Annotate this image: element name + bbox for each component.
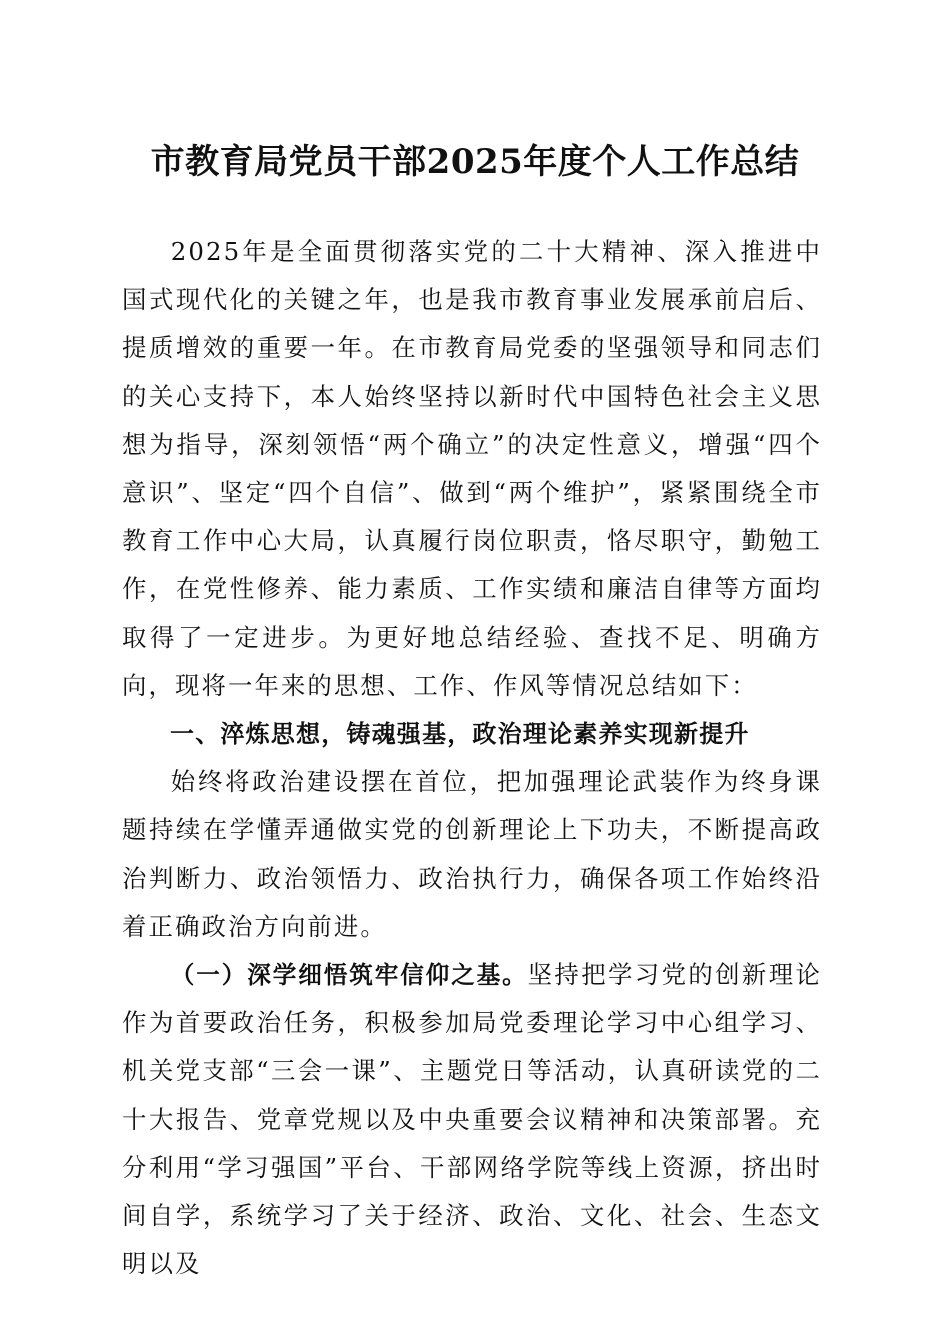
intro-paragraph: 2025年是全面贯彻落实党的二十大精神、深入推进中国式现代化的关键之年，也是我市教育事业发展承前启后、提质增效的重要一年。在市教育局党委的坚强领导和同志们的关心支持下，本人始终坚持以新时代中国特色社会主义思想为指导，深刻领悟“两个确立”的决定性意义，增强“四个意识”、坚定“四个自信”、做到“两个维护”，紧紧围绕全市教育工作中心大局，认真履行岗位职责，恪尽职守，勤勉工作，在党性修养、能力素质、工作实绩和廉洁自律等方面均取得了一定进步。为更好地总结经验、查找不足、明确方向，现将一年来的思想、工作、作风等情况总结如下：: [122, 237, 822, 700]
document-title: 市教育局党员干部2025年度个人工作总结: [150, 142, 800, 182]
document-body: [122, 228, 822, 1288]
subsection-1-paragraph: [122, 951, 822, 1288]
section-1-paragraph: 始终将政治建设摆在首位，把加强理论武装作为终身课题持续在学懂弄通做实党的创新理论上下功夫，不断提高政治判断力、政治领悟力、政治执行力，确保各项工作始终沿着正确政治方向前进。: [122, 767, 822, 941]
section-1-heading: 一、淬炼思想，铸魂强基，政治理论素养实现新提升: [170, 720, 750, 749]
subsection-1-heading: （一）深学细悟筑牢信仰之基。: [170, 961, 528, 990]
subsection-1-text: 坚持把学习党的创新理论作为首要政治任务，积极参加局党委理论学习中心组学习、机关党支部“三会一课”、主题党日等活动，认真研读党的二十大报告、党章党规以及中央重要会议精神和决策部署。充分利用“学习强国”平台、干部网络学院等线上资源，挤出时间自学，系统学习了关于经济、政治、文化、社会、生态文明以及: [122, 960, 822, 1279]
